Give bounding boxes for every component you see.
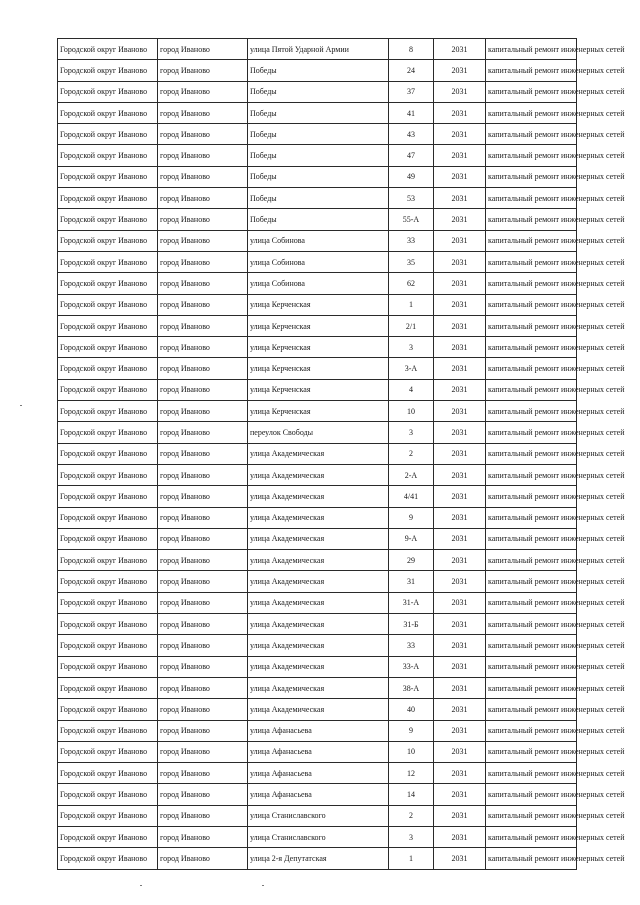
- cell-house-number: 31-Б: [389, 614, 434, 635]
- cell-street: улица Афанасьева: [248, 763, 389, 784]
- cell-city: город Иваново: [158, 443, 248, 464]
- table-row: [58, 39, 577, 60]
- cell-street: Победы: [248, 188, 389, 209]
- cell-house-number: 37: [389, 81, 434, 102]
- cell-street: улица Академическая: [248, 571, 389, 592]
- cell-house-number: 31: [389, 571, 434, 592]
- cell-street: улица Собинова: [248, 251, 389, 272]
- cell-year: 2031: [434, 188, 486, 209]
- cell-year: 2031: [434, 635, 486, 656]
- cell-house-number: 4: [389, 379, 434, 400]
- table-row: [58, 188, 577, 209]
- cell-house-number: 1: [389, 294, 434, 315]
- table-row: [58, 677, 577, 698]
- cell-work-type: капитальный ремонт инженерных сетей: [486, 209, 577, 230]
- cell-district: Городской округ Иваново: [58, 784, 158, 805]
- table-row: [58, 720, 577, 741]
- cell-house-number: 43: [389, 124, 434, 145]
- table-row: [58, 294, 577, 315]
- table-row: [58, 550, 577, 571]
- cell-year: 2031: [434, 337, 486, 358]
- table-row: [58, 230, 577, 251]
- cell-city: город Иваново: [158, 826, 248, 847]
- table-row: [58, 848, 577, 869]
- cell-year: 2031: [434, 592, 486, 613]
- cell-work-type: капитальный ремонт инженерных сетей: [486, 39, 577, 60]
- cell-district: Городской округ Иваново: [58, 315, 158, 336]
- cell-work-type: капитальный ремонт инженерных сетей: [486, 571, 577, 592]
- cell-city: город Иваново: [158, 81, 248, 102]
- cell-street: улица Академическая: [248, 528, 389, 549]
- cell-work-type: капитальный ремонт инженерных сетей: [486, 677, 577, 698]
- cell-house-number: 14: [389, 784, 434, 805]
- cell-street: улица Пятой Ударной Армии: [248, 39, 389, 60]
- cell-district: Городской округ Иваново: [58, 699, 158, 720]
- cell-house-number: 33: [389, 635, 434, 656]
- cell-year: 2031: [434, 401, 486, 422]
- cell-district: Городской округ Иваново: [58, 102, 158, 123]
- cell-city: город Иваново: [158, 699, 248, 720]
- table-row: [58, 571, 577, 592]
- table-row: [58, 337, 577, 358]
- cell-city: город Иваново: [158, 656, 248, 677]
- cell-street: улица Академическая: [248, 507, 389, 528]
- cell-work-type: капитальный ремонт инженерных сетей: [486, 763, 577, 784]
- cell-year: 2031: [434, 60, 486, 81]
- cell-house-number: 3: [389, 826, 434, 847]
- cell-year: 2031: [434, 422, 486, 443]
- cell-house-number: 8: [389, 39, 434, 60]
- cell-house-number: 41: [389, 102, 434, 123]
- cell-year: 2031: [434, 699, 486, 720]
- repair-schedule-table: [57, 38, 625, 870]
- cell-work-type: капитальный ремонт инженерных сетей: [486, 124, 577, 145]
- cell-year: 2031: [434, 507, 486, 528]
- cell-year: 2031: [434, 784, 486, 805]
- cell-street: Победы: [248, 124, 389, 145]
- cell-year: 2031: [434, 805, 486, 826]
- cell-house-number: 2/1: [389, 315, 434, 336]
- cell-work-type: капитальный ремонт инженерных сетей: [486, 358, 577, 379]
- cell-house-number: 49: [389, 166, 434, 187]
- table-row: [58, 102, 577, 123]
- cell-city: город Иваново: [158, 422, 248, 443]
- cell-district: Городской округ Иваново: [58, 39, 158, 60]
- cell-work-type: капитальный ремонт инженерных сетей: [486, 273, 577, 294]
- scan-speck: [140, 885, 142, 886]
- cell-district: Городской округ Иваново: [58, 571, 158, 592]
- cell-work-type: капитальный ремонт инженерных сетей: [486, 81, 577, 102]
- cell-house-number: 31-А: [389, 592, 434, 613]
- cell-district: Городской округ Иваново: [58, 486, 158, 507]
- cell-house-number: 2-А: [389, 464, 434, 485]
- cell-year: 2031: [434, 848, 486, 869]
- cell-year: 2031: [434, 826, 486, 847]
- table-row: [58, 699, 577, 720]
- cell-house-number: 53: [389, 188, 434, 209]
- cell-work-type: капитальный ремонт инженерных сетей: [486, 102, 577, 123]
- table-row: [58, 763, 577, 784]
- cell-street: улица Академическая: [248, 592, 389, 613]
- scan-speck: [20, 405, 22, 406]
- cell-work-type: капитальный ремонт инженерных сетей: [486, 699, 577, 720]
- cell-work-type: капитальный ремонт инженерных сетей: [486, 294, 577, 315]
- cell-house-number: 29: [389, 550, 434, 571]
- table-row: [58, 528, 577, 549]
- cell-street: улица Академическая: [248, 635, 389, 656]
- cell-street: улица Собинова: [248, 273, 389, 294]
- cell-street: переулок Свободы: [248, 422, 389, 443]
- cell-district: Городской округ Иваново: [58, 592, 158, 613]
- cell-street: улица Станиславского: [248, 805, 389, 826]
- cell-street: улица Афанасьева: [248, 741, 389, 762]
- table-row: [58, 443, 577, 464]
- table-row: [58, 166, 577, 187]
- cell-district: Городской округ Иваново: [58, 720, 158, 741]
- table-row: [58, 60, 577, 81]
- cell-work-type: капитальный ремонт инженерных сетей: [486, 188, 577, 209]
- cell-house-number: 3: [389, 422, 434, 443]
- cell-district: Городской округ Иваново: [58, 188, 158, 209]
- cell-city: город Иваново: [158, 401, 248, 422]
- cell-city: город Иваново: [158, 528, 248, 549]
- cell-district: Городской округ Иваново: [58, 464, 158, 485]
- cell-house-number: 9-А: [389, 528, 434, 549]
- cell-district: Городской округ Иваново: [58, 528, 158, 549]
- cell-year: 2031: [434, 315, 486, 336]
- cell-district: Городской округ Иваново: [58, 848, 158, 869]
- cell-district: Городской округ Иваново: [58, 677, 158, 698]
- cell-district: Городской округ Иваново: [58, 60, 158, 81]
- table-row: [58, 784, 577, 805]
- cell-work-type: капитальный ремонт инженерных сетей: [486, 315, 577, 336]
- table-row: [58, 358, 577, 379]
- cell-year: 2031: [434, 81, 486, 102]
- cell-street: улица Керченская: [248, 337, 389, 358]
- cell-year: 2031: [434, 571, 486, 592]
- cell-work-type: капитальный ремонт инженерных сетей: [486, 805, 577, 826]
- cell-year: 2031: [434, 550, 486, 571]
- cell-district: Городской округ Иваново: [58, 635, 158, 656]
- table-row: [58, 635, 577, 656]
- cell-street: улица Керченская: [248, 358, 389, 379]
- cell-city: город Иваново: [158, 763, 248, 784]
- table-row: [58, 145, 577, 166]
- cell-work-type: капитальный ремонт инженерных сетей: [486, 826, 577, 847]
- cell-district: Городской округ Иваново: [58, 826, 158, 847]
- cell-year: 2031: [434, 294, 486, 315]
- cell-district: Городской округ Иваново: [58, 656, 158, 677]
- cell-street: улица Афанасьева: [248, 720, 389, 741]
- cell-district: Городской округ Иваново: [58, 550, 158, 571]
- table-row: [58, 592, 577, 613]
- repair-schedule-table-body: [58, 39, 625, 870]
- cell-house-number: 3-А: [389, 358, 434, 379]
- cell-district: Городской округ Иваново: [58, 230, 158, 251]
- table-row: [58, 614, 577, 635]
- cell-house-number: 47: [389, 145, 434, 166]
- cell-house-number: 3: [389, 337, 434, 358]
- cell-year: 2031: [434, 464, 486, 485]
- cell-work-type: капитальный ремонт инженерных сетей: [486, 60, 577, 81]
- cell-house-number: 33-А: [389, 656, 434, 677]
- cell-district: Городской округ Иваново: [58, 763, 158, 784]
- cell-city: город Иваново: [158, 358, 248, 379]
- cell-street: Победы: [248, 209, 389, 230]
- cell-house-number: 38-А: [389, 677, 434, 698]
- table-row: [58, 273, 577, 294]
- cell-district: Городской округ Иваново: [58, 507, 158, 528]
- cell-city: город Иваново: [158, 550, 248, 571]
- cell-house-number: 10: [389, 401, 434, 422]
- cell-city: город Иваново: [158, 273, 248, 294]
- cell-work-type: капитальный ремонт инженерных сетей: [486, 720, 577, 741]
- cell-street: улица Академическая: [248, 656, 389, 677]
- cell-year: 2031: [434, 720, 486, 741]
- cell-work-type: капитальный ремонт инженерных сетей: [486, 486, 577, 507]
- cell-street: Победы: [248, 81, 389, 102]
- cell-work-type: капитальный ремонт инженерных сетей: [486, 145, 577, 166]
- cell-street: Победы: [248, 166, 389, 187]
- cell-year: 2031: [434, 358, 486, 379]
- cell-city: город Иваново: [158, 635, 248, 656]
- cell-street: улица Собинова: [248, 230, 389, 251]
- cell-street: улица Керченская: [248, 294, 389, 315]
- cell-city: город Иваново: [158, 741, 248, 762]
- cell-city: город Иваново: [158, 805, 248, 826]
- cell-city: город Иваново: [158, 230, 248, 251]
- cell-city: город Иваново: [158, 60, 248, 81]
- cell-district: Городской округ Иваново: [58, 166, 158, 187]
- table-row: [58, 251, 577, 272]
- cell-street: улица Академическая: [248, 677, 389, 698]
- cell-street: улица Академическая: [248, 443, 389, 464]
- cell-work-type: капитальный ремонт инженерных сетей: [486, 784, 577, 805]
- scan-speck: [262, 885, 264, 886]
- cell-work-type: капитальный ремонт инженерных сетей: [486, 848, 577, 869]
- cell-district: Городской округ Иваново: [58, 145, 158, 166]
- cell-district: Городской округ Иваново: [58, 358, 158, 379]
- cell-city: город Иваново: [158, 677, 248, 698]
- table-row: [58, 741, 577, 762]
- cell-district: Городской округ Иваново: [58, 251, 158, 272]
- cell-work-type: капитальный ремонт инженерных сетей: [486, 614, 577, 635]
- cell-street: улица Керченская: [248, 315, 389, 336]
- table-row: [58, 507, 577, 528]
- cell-work-type: капитальный ремонт инженерных сетей: [486, 230, 577, 251]
- cell-street: улица Академическая: [248, 699, 389, 720]
- cell-work-type: капитальный ремонт инженерных сетей: [486, 528, 577, 549]
- cell-district: Городской округ Иваново: [58, 124, 158, 145]
- cell-city: город Иваново: [158, 784, 248, 805]
- cell-street: улица Керченская: [248, 401, 389, 422]
- cell-street: улица 2-я Депутатская: [248, 848, 389, 869]
- cell-house-number: 24: [389, 60, 434, 81]
- cell-year: 2031: [434, 230, 486, 251]
- table-row: [58, 379, 577, 400]
- cell-street: улица Афанасьева: [248, 784, 389, 805]
- table-row: [58, 81, 577, 102]
- cell-house-number: 9: [389, 720, 434, 741]
- cell-district: Городской округ Иваново: [58, 422, 158, 443]
- cell-city: город Иваново: [158, 464, 248, 485]
- cell-district: Городской округ Иваново: [58, 209, 158, 230]
- cell-city: город Иваново: [158, 507, 248, 528]
- cell-city: город Иваново: [158, 592, 248, 613]
- cell-house-number: 9: [389, 507, 434, 528]
- cell-house-number: 35: [389, 251, 434, 272]
- cell-house-number: 4/41: [389, 486, 434, 507]
- cell-work-type: капитальный ремонт инженерных сетей: [486, 464, 577, 485]
- cell-work-type: капитальный ремонт инженерных сетей: [486, 251, 577, 272]
- cell-work-type: капитальный ремонт инженерных сетей: [486, 337, 577, 358]
- cell-year: 2031: [434, 379, 486, 400]
- cell-city: город Иваново: [158, 166, 248, 187]
- table-row: [58, 464, 577, 485]
- cell-district: Городской округ Иваново: [58, 81, 158, 102]
- cell-district: Городской округ Иваново: [58, 741, 158, 762]
- cell-year: 2031: [434, 251, 486, 272]
- cell-city: город Иваново: [158, 294, 248, 315]
- cell-year: 2031: [434, 124, 486, 145]
- table-row: [58, 315, 577, 336]
- cell-street: улица Академическая: [248, 486, 389, 507]
- cell-house-number: 55-А: [389, 209, 434, 230]
- cell-city: город Иваново: [158, 102, 248, 123]
- cell-city: город Иваново: [158, 720, 248, 741]
- cell-house-number: 62: [389, 273, 434, 294]
- cell-house-number: 12: [389, 763, 434, 784]
- cell-work-type: капитальный ремонт инженерных сетей: [486, 656, 577, 677]
- cell-city: город Иваново: [158, 124, 248, 145]
- cell-city: город Иваново: [158, 379, 248, 400]
- table-row: [58, 124, 577, 145]
- cell-work-type: капитальный ремонт инженерных сетей: [486, 741, 577, 762]
- cell-work-type: капитальный ремонт инженерных сетей: [486, 166, 577, 187]
- cell-year: 2031: [434, 763, 486, 784]
- cell-city: город Иваново: [158, 39, 248, 60]
- cell-district: Городской округ Иваново: [58, 443, 158, 464]
- cell-work-type: капитальный ремонт инженерных сетей: [486, 422, 577, 443]
- cell-house-number: 33: [389, 230, 434, 251]
- table-row: [58, 805, 577, 826]
- cell-year: 2031: [434, 614, 486, 635]
- cell-work-type: капитальный ремонт инженерных сетей: [486, 635, 577, 656]
- cell-district: Городской округ Иваново: [58, 805, 158, 826]
- cell-district: Городской округ Иваново: [58, 401, 158, 422]
- cell-street: Победы: [248, 60, 389, 81]
- cell-district: Городской округ Иваново: [58, 337, 158, 358]
- cell-district: Городской округ Иваново: [58, 379, 158, 400]
- cell-street: Победы: [248, 102, 389, 123]
- table-row: [58, 422, 577, 443]
- cell-year: 2031: [434, 145, 486, 166]
- cell-house-number: 2: [389, 443, 434, 464]
- cell-work-type: капитальный ремонт инженерных сетей: [486, 507, 577, 528]
- cell-house-number: 10: [389, 741, 434, 762]
- cell-district: Городской округ Иваново: [58, 294, 158, 315]
- cell-city: город Иваново: [158, 188, 248, 209]
- table-row: [58, 486, 577, 507]
- cell-city: город Иваново: [158, 614, 248, 635]
- cell-year: 2031: [434, 528, 486, 549]
- cell-city: город Иваново: [158, 848, 248, 869]
- cell-city: город Иваново: [158, 209, 248, 230]
- cell-street: Победы: [248, 145, 389, 166]
- cell-year: 2031: [434, 443, 486, 464]
- cell-work-type: капитальный ремонт инженерных сетей: [486, 550, 577, 571]
- cell-district: Городской округ Иваново: [58, 273, 158, 294]
- cell-city: город Иваново: [158, 315, 248, 336]
- cell-year: 2031: [434, 273, 486, 294]
- cell-street: улица Керченская: [248, 379, 389, 400]
- table-row: [58, 826, 577, 847]
- cell-street: улица Академическая: [248, 550, 389, 571]
- cell-city: город Иваново: [158, 145, 248, 166]
- cell-work-type: капитальный ремонт инженерных сетей: [486, 592, 577, 613]
- cell-house-number: 1: [389, 848, 434, 869]
- cell-year: 2031: [434, 102, 486, 123]
- table-row: [58, 401, 577, 422]
- cell-street: улица Станиславского: [248, 826, 389, 847]
- cell-city: город Иваново: [158, 337, 248, 358]
- cell-city: город Иваново: [158, 251, 248, 272]
- cell-work-type: капитальный ремонт инженерных сетей: [486, 401, 577, 422]
- cell-house-number: 40: [389, 699, 434, 720]
- cell-year: 2031: [434, 656, 486, 677]
- table-row: [58, 656, 577, 677]
- cell-district: Городской округ Иваново: [58, 614, 158, 635]
- cell-work-type: капитальный ремонт инженерных сетей: [486, 379, 577, 400]
- cell-house-number: 2: [389, 805, 434, 826]
- cell-year: 2031: [434, 486, 486, 507]
- cell-city: город Иваново: [158, 571, 248, 592]
- cell-year: 2031: [434, 677, 486, 698]
- cell-street: улица Академическая: [248, 464, 389, 485]
- cell-city: город Иваново: [158, 486, 248, 507]
- cell-year: 2031: [434, 166, 486, 187]
- cell-work-type: капитальный ремонт инженерных сетей: [486, 443, 577, 464]
- cell-year: 2031: [434, 741, 486, 762]
- cell-year: 2031: [434, 39, 486, 60]
- cell-street: улица Академическая: [248, 614, 389, 635]
- cell-year: 2031: [434, 209, 486, 230]
- table-row: [58, 209, 577, 230]
